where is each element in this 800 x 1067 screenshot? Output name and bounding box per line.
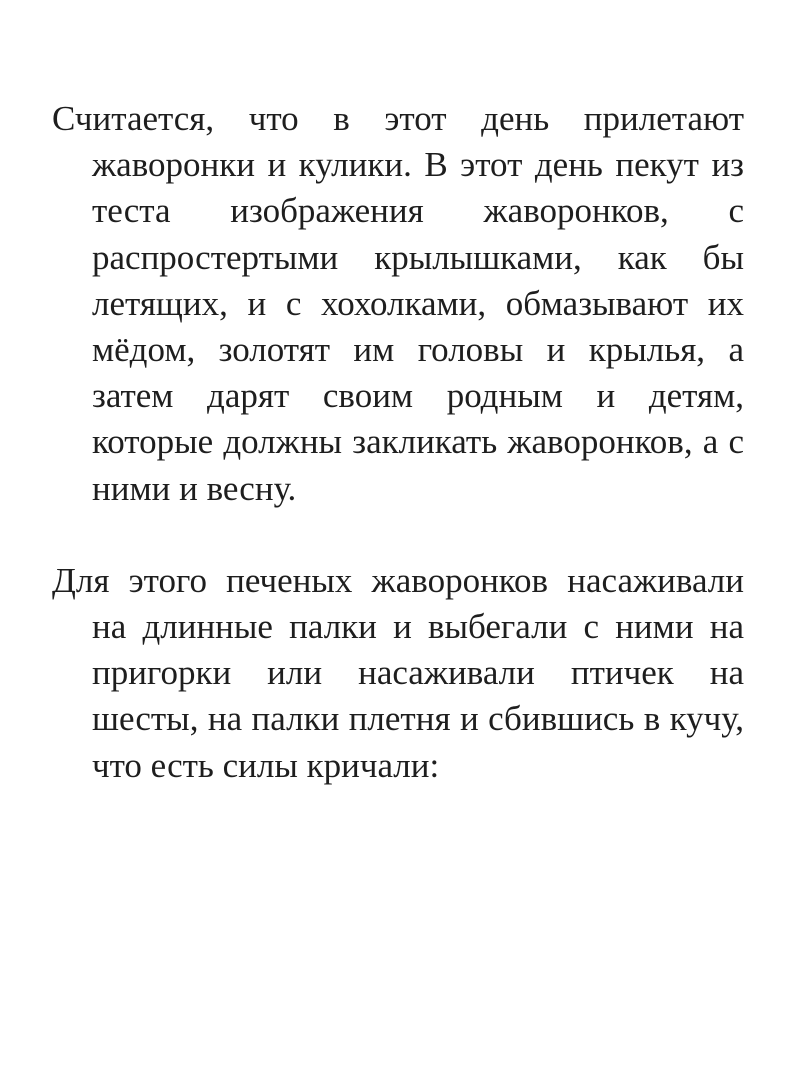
text-body bbox=[52, 96, 744, 789]
paragraph-2: Для этого печеных жаворонков насаживали на длинные палки и выбегали с ними на пригорки или насаживали птичек на шесты, на палки плетня и сбившись в кучу, что есть силы кричали: bbox=[52, 560, 744, 785]
paragraph-1: Считается, что в этот день прилетают жаворонки и кулики. В этот день пекут из теста изображения жаворонков, с распростертыми крылышками, как бы летящих, и с хохолками, обмазывают их мёдом, золотят им головы и крылья, а затем дарят своим родным и детям, которые должны закликать жаворонков, а с ними и весну. bbox=[52, 99, 744, 508]
